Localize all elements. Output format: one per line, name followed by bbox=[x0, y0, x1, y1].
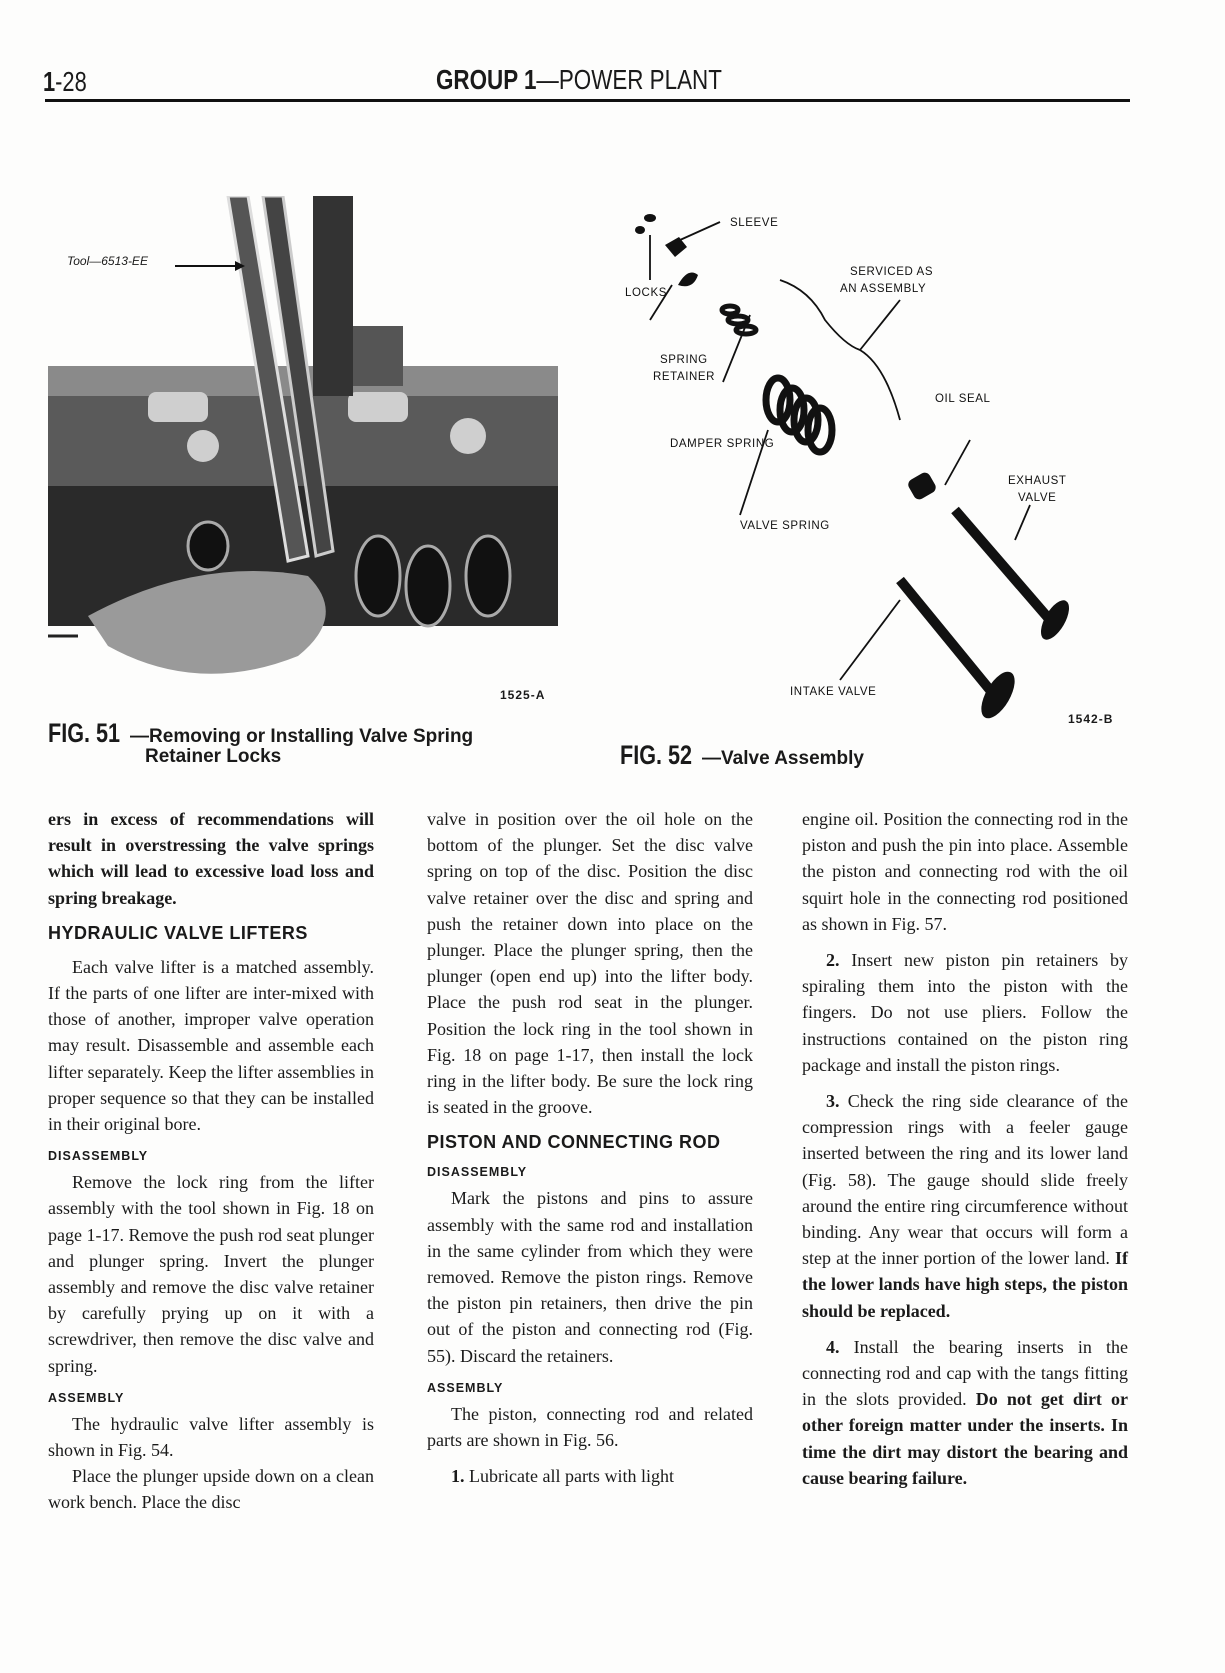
label-damper-spring: DAMPER SPRING bbox=[670, 438, 775, 450]
tool-arrow-icon bbox=[175, 260, 245, 272]
heading-disassembly: DISASSEMBLY bbox=[427, 1165, 528, 1180]
tool-label: Tool—6513-EE bbox=[67, 254, 148, 268]
header-rule bbox=[45, 99, 1130, 102]
page-number bbox=[43, 66, 87, 98]
paragraph: Remove the lock ring from the lifter assembly with the tool shown in Fig. 18 on page 1-17. Remove the push rod seat plunger and plunger spring. Invert the plunger assembly and remove the disc valve retainer by carefully prying up on it with a screwdriver, then remove the disc valve and spring. bbox=[48, 1172, 374, 1376]
step-number: 3. bbox=[826, 1091, 840, 1112]
paragraph: Place the plunger upside down on a clean work bench. Place the disc bbox=[48, 1466, 374, 1513]
paragraph: ers in excess of recommendations will result in overstressing the valve springs which will lead to excessive load loss and spring breakage. bbox=[48, 809, 374, 908]
page-prefix: 1 bbox=[43, 66, 56, 97]
fig51-number: FIG. 51 bbox=[48, 718, 121, 748]
paragraph: The hydraulic valve lifter assembly is shown in Fig. 54. bbox=[48, 1413, 374, 1461]
step-number: 2. bbox=[826, 950, 840, 971]
paragraph bbox=[802, 1334, 1128, 1491]
paragraph: The piston, connecting rod and related parts are shown in Fig. 56. bbox=[427, 1403, 753, 1451]
page-suffix: -28 bbox=[55, 66, 87, 97]
section-label: —POWER PLANT bbox=[536, 64, 722, 95]
paragraph: Mark the pistons and pins to assure assembly with the same rod and installation in the same cylinder from which they were removed. Remove the piston rings. Remove the piston pin retainers, then drive the pin out of the piston and connecting rod (Fig. 55). Discard the retainers. bbox=[427, 1188, 753, 1366]
step-text: Check the ring side clearance of the compression rings with a feeler gauge inserted between the ring and its lower land (Fig. 58). The gauge should slide freely around the entire ring circumference without binding. Any wear that occurs will form a step at the inner portion of the lower land. bbox=[802, 1091, 1128, 1269]
fig52-code: 1542-B bbox=[1068, 712, 1114, 726]
heading-hydraulic-valve-lifters: HYDRAULIC VALVE LIFTERS bbox=[48, 922, 308, 943]
label-valve-spring: VALVE SPRING bbox=[740, 520, 830, 532]
step-number: 1. bbox=[451, 1466, 465, 1487]
column-2 bbox=[427, 806, 753, 1499]
step-warning: Do not get dirt or other foreign matter under the inserts. In time the dirt may distort the bearing and cause bearing failure. bbox=[802, 1389, 1128, 1488]
step-text: Insert new piston pin retainers by spiraling them into the piston with the fingers. Do not use pliers. Follow the instructions contained on the piston ring package and install the piston rings. bbox=[802, 950, 1128, 1075]
fig52-caption bbox=[620, 740, 864, 771]
fig52-number: FIG. 52 bbox=[620, 740, 693, 770]
fig51-code: 1525-A bbox=[500, 688, 546, 702]
label-spring-retainer-1: SPRING bbox=[660, 354, 708, 366]
page-title bbox=[436, 64, 722, 96]
step-text: Install the bearing inserts in the connecting rod and cap with the tangs fitting in the slots provided. bbox=[802, 1336, 1128, 1410]
step-number: 4. bbox=[826, 1336, 840, 1357]
label-exhaust-1: EXHAUST bbox=[1008, 475, 1067, 487]
fig51-caption-line2: Retainer Locks bbox=[145, 746, 282, 767]
label-exhaust-2: VALVE bbox=[1018, 492, 1057, 504]
label-sleeve: SLEEVE bbox=[730, 217, 779, 229]
fig52-diagram bbox=[610, 190, 1110, 750]
heading-piston-connecting-rod: PISTON AND CONNECTING ROD bbox=[427, 1132, 721, 1153]
heading-disassembly: DISASSEMBLY bbox=[48, 1149, 149, 1164]
heading-assembly: ASSEMBLY bbox=[427, 1380, 504, 1395]
paragraph: engine oil. Position the connecting rod in the piston and push the pin into place. Assemble the piston and connecting rod with the oil squirt hole in the connecting rod positioned as shown in Fig. 57. bbox=[802, 809, 1128, 934]
paragraph: Each valve lifter is a matched assembly. If the parts of one lifter are inter-mixed with those of another, improper valve operation may result. Disassemble and assemble each lifter separately. Keep the lifter assemblies in proper sequence so that they can be installed in their original bore. bbox=[48, 956, 374, 1135]
label-locks: LOCKS bbox=[625, 287, 667, 299]
column-3 bbox=[802, 806, 1128, 1501]
group-label: GROUP 1 bbox=[436, 64, 537, 95]
step-warning: If the lower lands have high steps, the piston should be replaced. bbox=[802, 1248, 1128, 1321]
label-oil-seal: OIL SEAL bbox=[935, 393, 991, 405]
step-text: Lubricate all parts with light bbox=[464, 1466, 674, 1487]
paragraph bbox=[802, 1088, 1128, 1324]
paragraph bbox=[802, 947, 1128, 1078]
column-1 bbox=[48, 806, 374, 1526]
fig51-caption bbox=[48, 718, 473, 749]
fig51-caption-line1: —Removing or Installing Valve Spring bbox=[130, 726, 474, 747]
label-spring-retainer-2: RETAINER bbox=[653, 371, 716, 383]
label-serviced-2: AN ASSEMBLY bbox=[840, 283, 927, 295]
label-intake-valve: INTAKE VALVE bbox=[790, 686, 877, 698]
label-serviced-1: SERVICED AS bbox=[850, 266, 934, 278]
fig51-photo bbox=[48, 196, 558, 690]
paragraph bbox=[427, 1463, 753, 1489]
paragraph: valve in position over the oil hole on the bottom of the plunger. Set the disc valve spring on top of the disc. Position the disc valve retainer over the disc and spring and push the retainer down into place on the plunger. Place the plunger spring, then the plunger (open end up) into the lifter body. Place the push rod seat in the plunger. Position the lock ring in the tool shown in Fig. 18 on page 1-17, then install the lock ring in the lifter body. Be sure the lock ring is seated in the groove. bbox=[427, 809, 753, 1118]
fig52-caption-text: —Valve Assembly bbox=[702, 748, 864, 769]
heading-assembly: ASSEMBLY bbox=[48, 1390, 125, 1405]
